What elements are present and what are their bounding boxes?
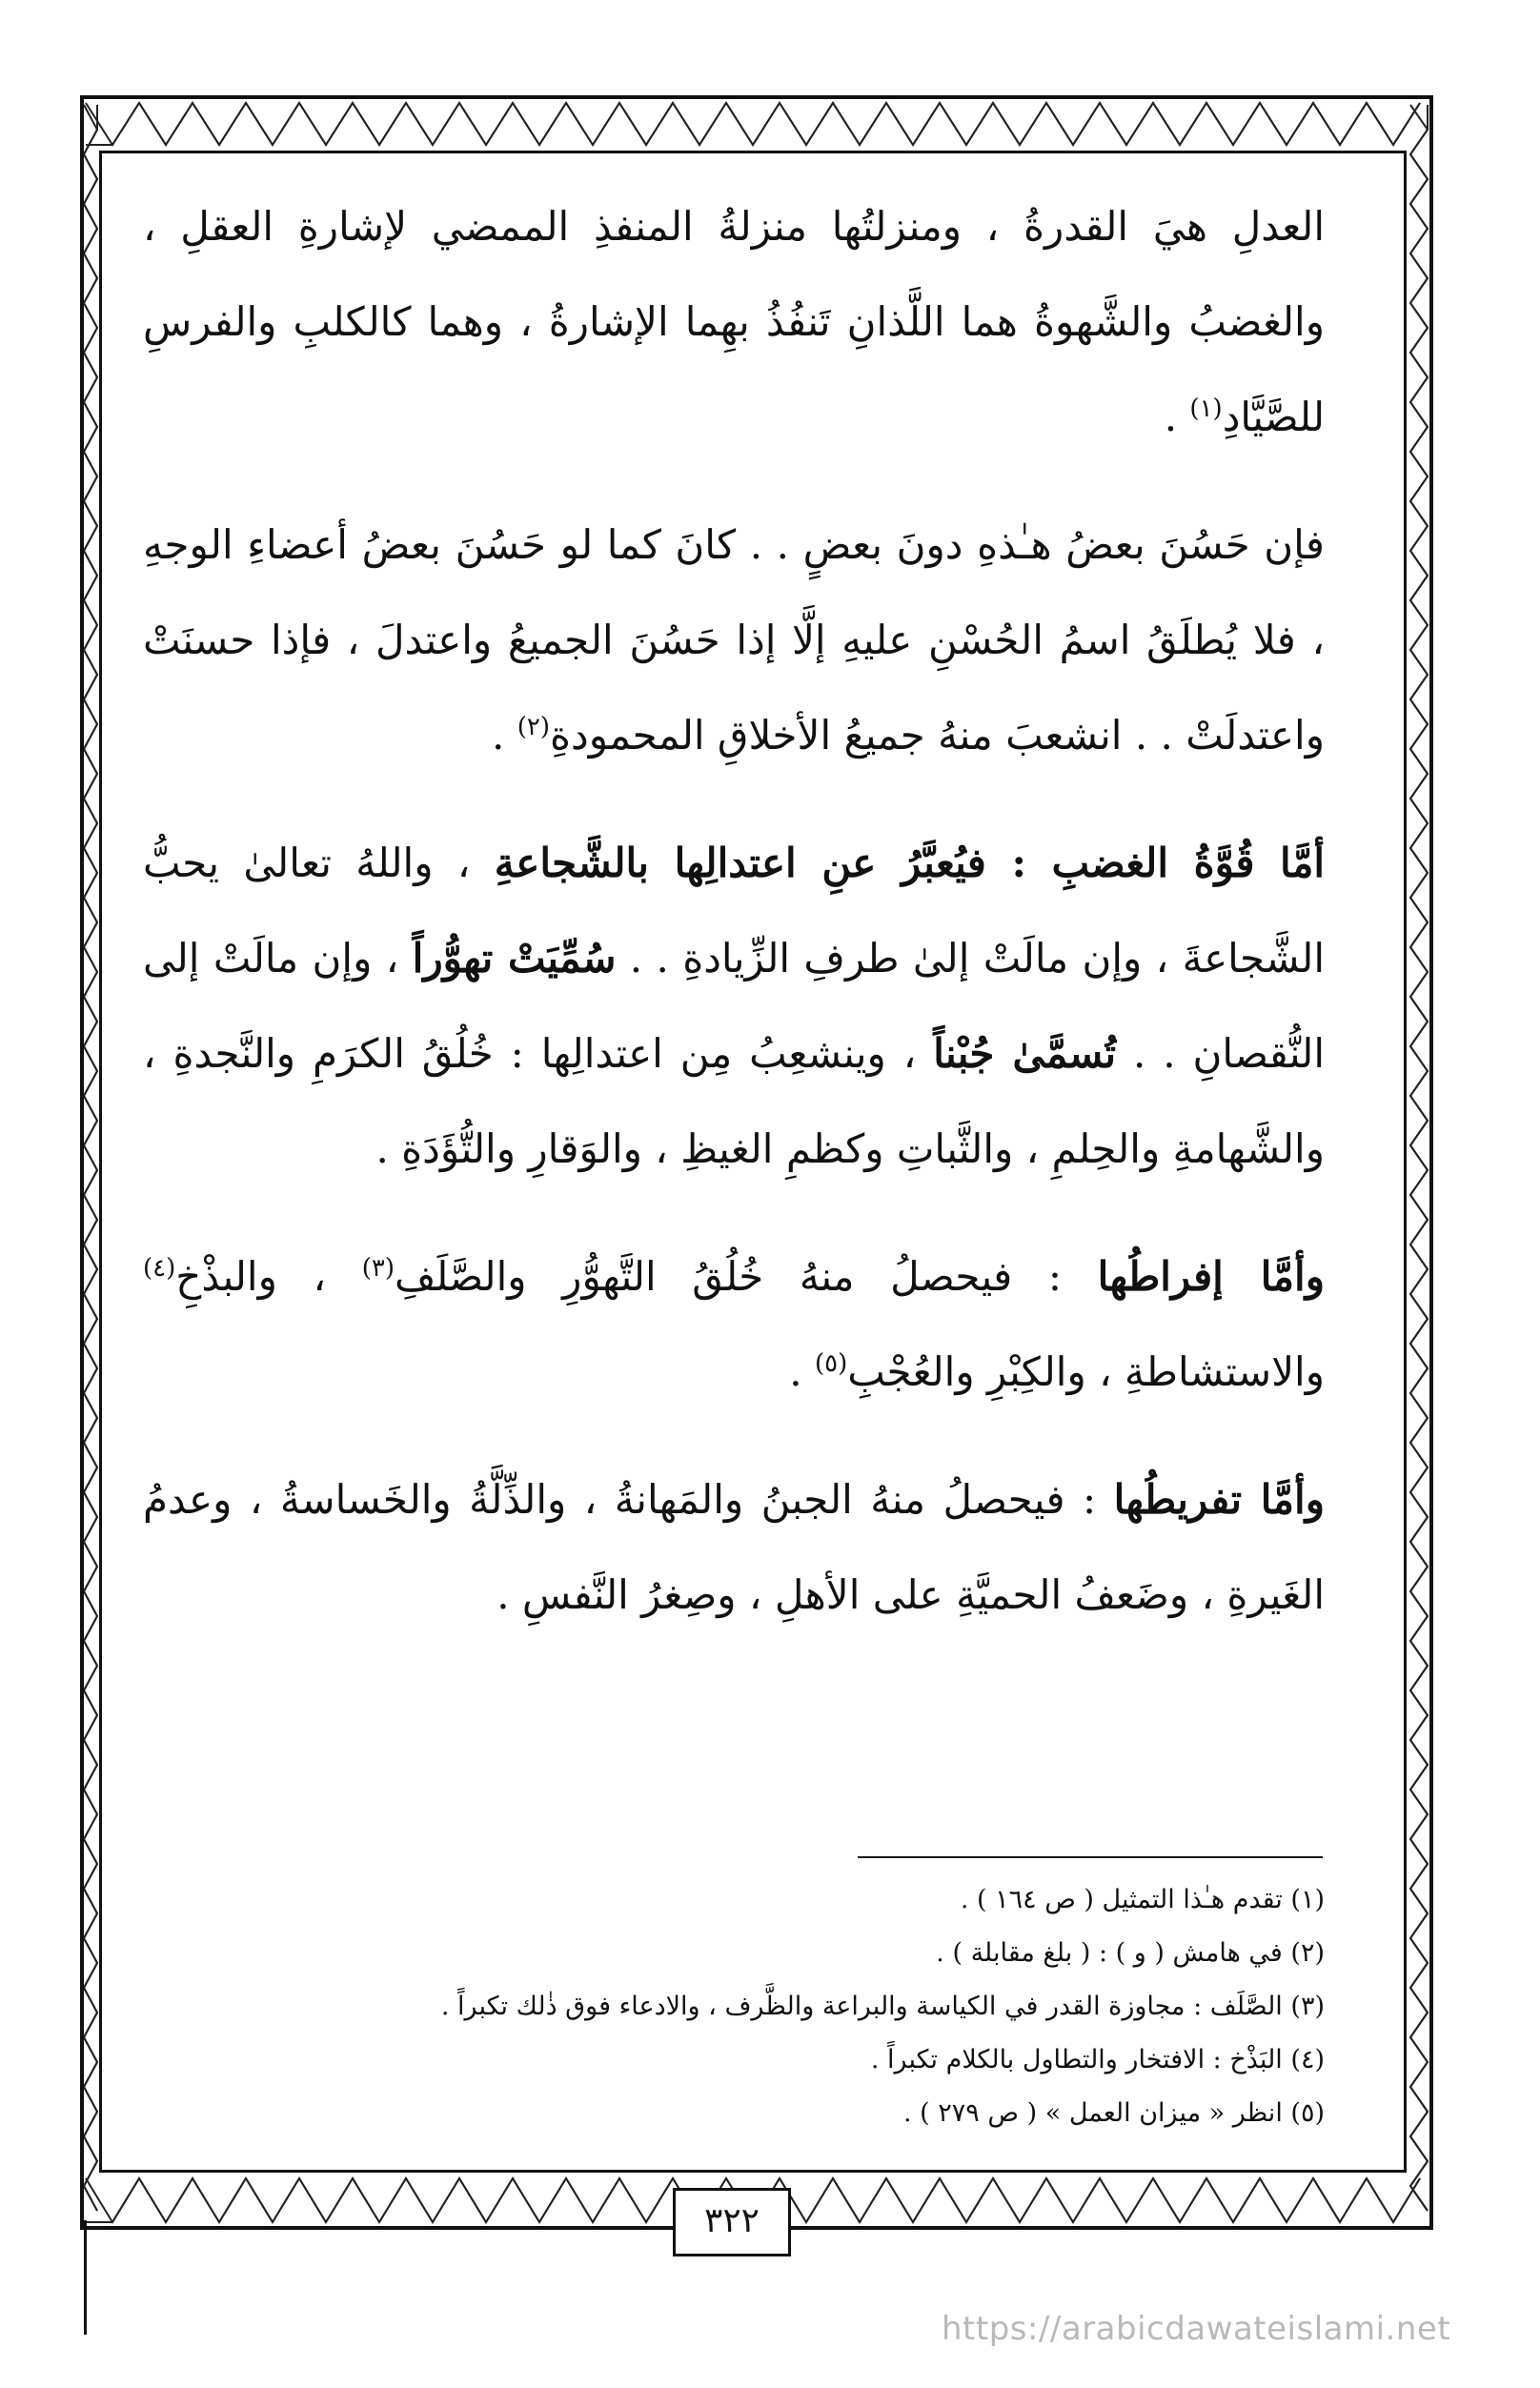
paragraph-lead: وأمَّا إفراطُها — [1097, 1253, 1325, 1300]
footnote-4: (٤) البَذْخ : الافتخار والتطاول بالكلام تكبراً . — [870, 2045, 1325, 2074]
paragraph-lead: وأمَّا تفريطُها — [1113, 1476, 1325, 1523]
footnote-divider — [858, 1856, 1323, 1858]
footnote-ref: (٥) — [814, 1349, 848, 1378]
emphasis-text: سُمِّيَتْ تهوُّراً — [412, 935, 617, 982]
paragraph-text: ، والبذْخِ — [175, 1253, 362, 1300]
page-number: ٣٢٢ — [673, 2188, 791, 2256]
paragraph-text: العدلِ هيَ القدرةُ ، ومنزلتُها منزلةُ المنفذِ الممضي لإشارةِ العقلِ ، والغضبُ والشَّهوةُ هما اللَّذانِ تَنفُذُ بهِما الإشارةُ ، وهما كالكلبِ والفرسِ للصَّيَّادِ — [143, 203, 1325, 440]
footnote-2: (٢) في هامش ( و ) : ( بلغ مقابلة ) . — [936, 1938, 1325, 1968]
paragraph-text: : فيحصلُ منهُ خُلُقُ التَّهوُّرِ والصَّلَفِ — [394, 1253, 1098, 1300]
paragraph-text: : فيحصلُ منهُ الجبنُ والمَهانةُ ، والذِّلَّةُ والخَساسةُ ، وعدمُ الغَيرةِ ، وضَعفُ الحميَّةِ على الأهلِ ، وصِغرُ النَّفسِ . — [143, 1476, 1325, 1618]
paragraph-1 — [143, 179, 1325, 465]
paragraph-5 — [143, 1452, 1325, 1643]
watermark-url: https://arabicdawateislami.net — [942, 2310, 1451, 2348]
paragraph-text: والاستشاطةِ ، والكِبْرِ والعُجْبِ — [847, 1348, 1325, 1395]
paragraph-3 — [143, 816, 1325, 1197]
paragraph-tail: . — [492, 712, 517, 759]
footnote-ref: (١) — [1189, 395, 1223, 423]
paragraph-text: ، وينشعِبُ مِن اعتدالِها : خُلُقُ الكرَمِ والنَّجدةِ ، والشَّهامةِ والحِلمِ ، والثَّباتِ وكظمِ الغيظِ ، والوَقارِ والتُّؤَدَةِ . — [143, 1030, 1325, 1172]
emphasis-text: تُسمَّىٰ جُبْناً — [933, 1030, 1117, 1077]
paragraph-text: ، واللهُ تعالىٰ يحبُّ الشَّجاعةَ ، وإن مالَتْ إلىٰ طرفِ الزِّيادةِ . . — [143, 840, 1325, 982]
footnote-ref: (٣) — [361, 1254, 395, 1283]
footnote-5: (٥) انظر « ميزان العمل » ( ص ٢٧٩ ) . — [903, 2098, 1325, 2128]
paragraph-lead: أمَّا قُوَّةُ الغضبِ : فيُعبَّرُ عنِ اعتدالِها بالشَّجاعةِ — [494, 840, 1325, 886]
main-text — [143, 179, 1325, 1675]
footnotes — [143, 1873, 1325, 2140]
footnote-ref: (٢) — [517, 713, 550, 741]
paragraph-4 — [143, 1229, 1325, 1420]
paragraph-2 — [143, 497, 1325, 783]
margin-line — [84, 2220, 87, 2335]
paragraph-tail: . — [1164, 394, 1190, 440]
paragraph-text: ، وإن مالَتْ إلى النُّقصانِ . . — [143, 935, 1325, 1077]
paragraph-text: فإن حَسُنَ بعضُ هـٰذهِ دونَ بعضٍ . . كانَ كما لو حَسُنَ بعضُ أعضاءِ الوجهِ ، فلا يُطلَقُ اسمُ الحُسْنِ عليهِ إلَّا إذا حَسُنَ الجميعُ واعتدلَ ، فإذا حسنَتْ واعتدلَتْ . . انشعبَ منهُ جميعُ الأخلاقِ المحمودةِ — [143, 521, 1325, 759]
footnote-1: (١) تقدم هـٰذا التمثيل ( ص ١٦٤ ) . — [960, 1885, 1325, 1914]
footnote-ref: (٤) — [143, 1254, 176, 1283]
paragraph-tail: . — [789, 1348, 815, 1395]
footnote-3: (٣) الصَّلَف : مجاوزة القدر في الكياسة والبراعة والظَّرف ، والادعاء فوق ذٰلك تكبراً . — [440, 1992, 1325, 2021]
